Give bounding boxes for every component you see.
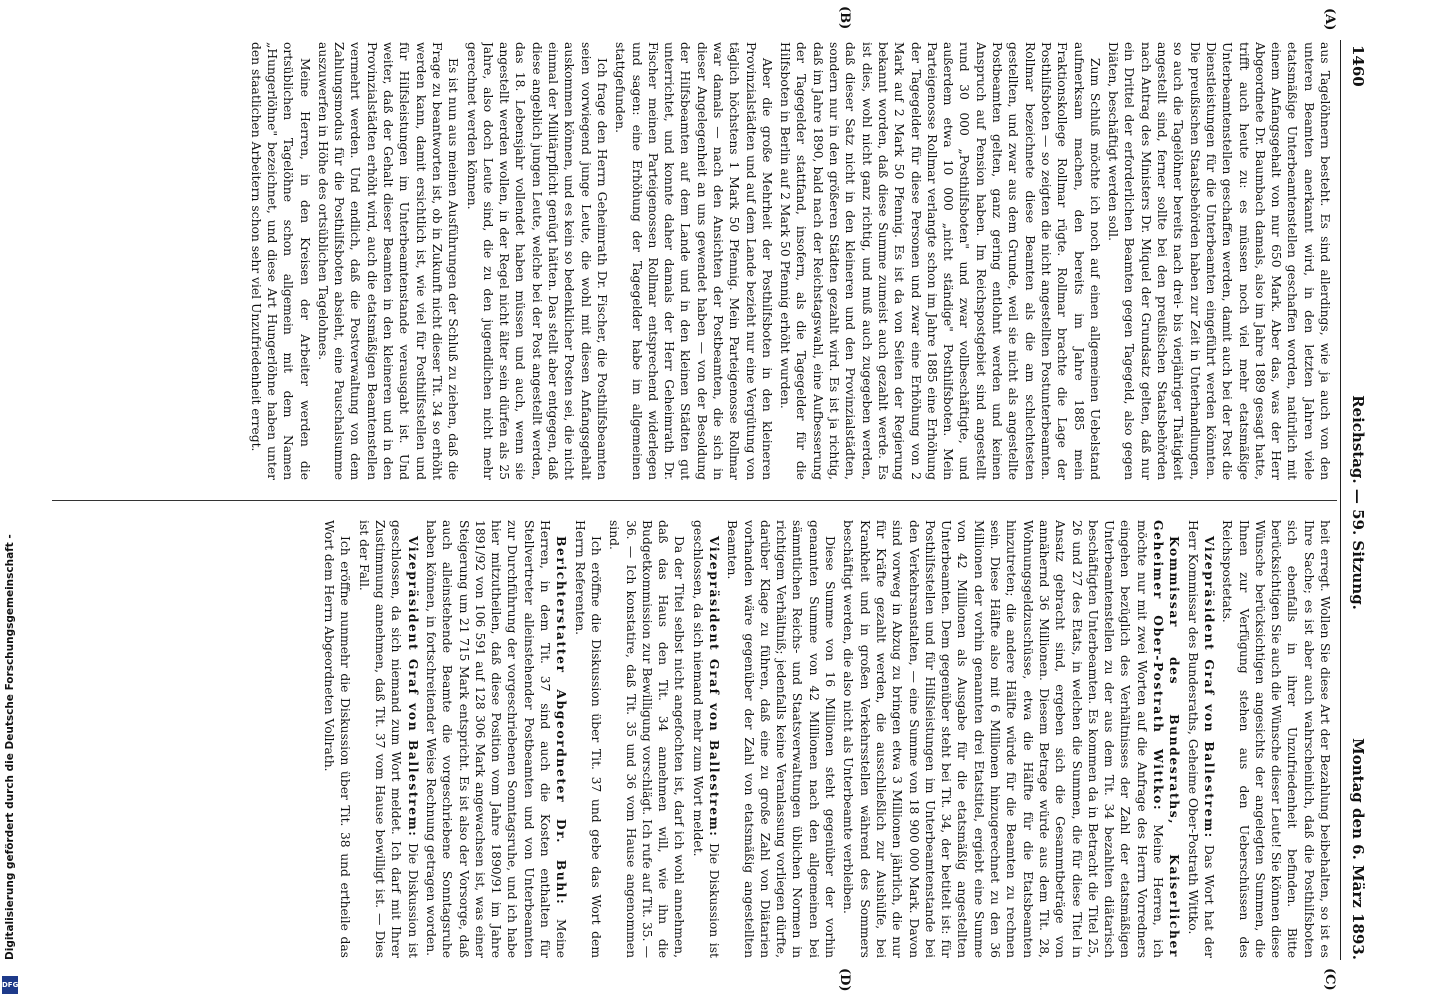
paragraph: Ich frage den Herrn Geheimrath Dr. Fischer, die Posthilfsbeamten seien vorwiegend junge Leute, die wohl mit diesen Anfangsgehalt auskommen können, und es kein so bedenklicher Posten sei, die nicht einmal der Militärpflicht genügt hätten. Das stellt aber entgegen, daß diese angeblich jungen Leute, welche bei der Post angestellt werden, das 18. Lebensjahr vollendet haben müssen und auch, wenn sie angestellt werden wollen, in der Regel nicht älter sein dürfen als 25 Jahre, also doch Leute sind, die zu den jugendlichen nicht mehr gerechnet werden können. [464, 42, 609, 480]
paragraph: Aber die große Mehrheit der Posthilfsboten in den kleineren Provinzialstädten und auf dem Lande bezieht nur eine Vergütung von täglich höchstens 1 Mark 50 Pfennig. Mein Parteigenosse Rollmar war damals — nach den Ansichten der Postbeamten, die sich in dieser Angelegenheit an uns gewendet haben — von der Besoldung der Hilfsbeamten auf dem Lande und in den kleinen Städten gut unterrichtet, und konnte daher damals der Herr Geheimrath Dr. Fischer meinen Parteigenossen Rollmar entsprechend widerlegen und sagen: eine Erhöhung der Tagegelder habe im allgemeinen stattgefunden. [613, 42, 774, 480]
speaker-name: Vizepräsident Graf von Ballestrem: [707, 536, 723, 838]
margin-letter-b: (B) [837, 6, 852, 30]
speech-text: Meine Herren, ich möchte nur mit zwei Worten auf die Anfrage des Herrn Vorredners eingehen bezüglich des Verhältnisses der Zahl der etatsmäßigen Unterbeamtenstellen zu der aus dem Tit. 34 bezahlten diätarisch beschäftigten Unterbeamten. Es kommen da in Betracht die Titel 25, 26 und 27 des Etats, in welchen die Summen, die für diese Titel in Ansatz gebracht sind, ergeben sich die Gesammtbeträge von annähernd 36 Millionen. Diesem Betrage würde aus dem Tit. 28, Wohnungsgeldzuschüsse, etwa die Hälfte für die Etatsbeamten hinzutreten; die andere Hälfte würde für die Beamten zu rechnen sein. Diese Hälfte also mit 6 Millionen hinzugerechnet zu den 36 Millionen der vorhin genannten drei Etatstitel, ergiebt eine Summe von 42 Millionen als Ausgabe für die etatsmäßig angestellten Unterbeamten. Dem gegenüber steht bei Tit. 34, der betitelt ist: für Posthilfsstellen und für Hilfsleistungen im Unterbeamtenstande bei den Verkehrsanstalten, — eine Summe von 18 900 000 Mark. Davon sind vorweg in Abzug zu bringen etwa 3 Millionen jährlich, die nur für Kräfte gezahlt werden, die ausschließlich zur Aushülfe, bei Krankheit und in großen Verkehrsstellen während des Sommers beschäftigt werden, die also nicht als Unterbeamte verbleiben. [841, 520, 1166, 958]
speech-text: Ich eröffne die Diskussion über Tit. 37 und gebe das Wort dem Herrn Referenten. [572, 520, 603, 958]
session-date: Montag den 6. März 1893. [1349, 738, 1367, 960]
speaker-name: Vizepräsident Graf von Ballestrem: [1201, 536, 1217, 839]
margin-letter-c: (C) [1322, 968, 1337, 991]
paragraph [689, 520, 722, 958]
page-header [1337, 45, 1367, 960]
paragraph [840, 520, 1182, 958]
paragraph [423, 520, 570, 958]
speech-text: Diese Summe von 16 Millionen steht gegenüber der vorhin genannten Summe von 42 Millionen nach den allgemeinen bei sämmtlichen Reichs- und Staatsverwaltungen üblichen Normen in richtigem Verhältniß; jedenfalls keine Veranlassung vorliegen dürfte, darüber Klage zu führen, daß eine zu große Zahl von Diätarien vorhanden wäre gegenüber der Zahl von etatsmäßig angestellten Beamten. [725, 520, 838, 958]
speech-text: Da der Titel selbst nicht angefochten ist, darf ich wohl annehmen, daß das Haus den Tit. 34 annehmen will, wie ihn die Budgetkommission zur Bewilligung vorschlägt. Ich rufe auf Tit. 35. — 36. — Ich konstatire, daß Tit. 35 und 36 vom Hause angenommen sind. [607, 520, 687, 958]
speech-text: Die Diskussion ist geschlossen, da sich niemand zum Wort meldet. Ich darf mit Ihrer Zustimmung annehmen, daß Tit. 37 vom Hause bewilligt ist. — Dies ist der Fall. [356, 520, 420, 958]
digitization-credit [1, 534, 23, 1000]
column-divider [52, 500, 1337, 501]
speech-text: heit erregt. Wollen Sie diese Art der Bezahlung beibehalten, so ist es Ihre Sache; es ist aber auch wahrscheinlich, daß die Posthilfsboten sich ebenfalls in ihrer Unzufriedenheit befinden. Bitte berücksichtigen Sie auch die Wünsche dieser Leute! Sie können diese Wünsche berücksichtigen angesichts der angelegten Summen, die Ihnen zur Verfügung stehen aus den Ueberschüssen des Reichspostetats. [1220, 520, 1332, 958]
credit-text: Digitalisierung gefördert durch die Deutsche Forschungsgemeinschaft - [4, 534, 16, 960]
running-title: Reichstag. — 59. Sitzung. [1349, 395, 1367, 610]
margin-letter-a: (A) [1322, 8, 1337, 31]
speaker-name: Berichterstatter Abgeordneter Dr. Buhl: [554, 536, 570, 906]
speaker-name: Vizepräsident Graf von Ballestrem: [405, 536, 421, 838]
dfg-logo: DFG [2, 976, 18, 994]
paragraph [724, 520, 838, 958]
margin-letter-d: (D) [837, 968, 852, 992]
left-column [33, 42, 1333, 480]
paragraph [321, 520, 354, 958]
speech-text: Die Diskussion ist geschlossen, da sich niemand mehr zum Wort meldet. [690, 520, 722, 958]
right-column [33, 520, 1333, 958]
paragraph: Meine Herren, in den Kreisen der Arbeiter werden die ortsüblichen Tagelöhne schon allgemein mit dem Namen „Hungerlöhne" bezeichnet, und diese Art Hungerlöhne haben unter den staatlichen Arbeitern schon sehr viel Unzufriedenheit erregt. [248, 42, 312, 480]
speech-text: Meine Herren, in dem Tit. 37 sind auch die Kosten enthalten für Stellvertreter alleinstehender Postbeamten und von Unterbeamten zur Durchführung der vorgeschriebenen Sonntagsruhe, und ich habe hier mitzutheilen, daß diese Position vom Jahre 1890/91 im Jahre 1891/92 von 106 591 auf 128 306 Mark angewachsen ist, was einer Steigerung um 21 715 Mark entspricht. Es ist also der Vorsorge, daß auch alleinstehende Beamte die vorgeschriebene Sonntagsruhe haben können, in fortschreitender Weise Rechnung getragen worden. [423, 520, 569, 958]
paragraph [1219, 520, 1333, 958]
paragraph [355, 520, 420, 958]
header-rule [1340, 40, 1341, 960]
paragraph [571, 520, 604, 958]
paragraph [606, 520, 687, 958]
paragraph [1184, 520, 1217, 958]
page-number: 1460 [1349, 45, 1367, 87]
speech-text: Das Wort hat der Herr Kommissar des Bundesraths, Geheime Ober-Postrath Wittko. [1185, 520, 1216, 958]
paragraph: aus Tagelöhnern besteht. Es sind allerdings, wie ja auch von den unteren Beamten anerkannt wird, in den letzten Jahren viele etatsmäßige Unterbeamtenstellen geschaffen worden, natürlich mit einem Anfangsgehalt von nur 650 Mark. Aber das, was der Herr Abgeordnete Dr. Baumbach damals, also im Jahre 1889 gesagt hatte, trifft auch heute zu: es müssen noch viel mehr etatsmäßige Unterbeamtenstellen geschaffen werden, damit auch bei der Post die Dienstleistungen für die Unterbeamten eingeführt werden könnten. Die preußischen Staatsbehörden haben zur Zeit in Unterhandlungen, so auch die Tagelöhner bereits nach drei- bis vierjähriger Thätigkeit angestellt sind, ferner sollte bei den preußischen Staatsbehörden nach Antrag des Ministers Dr. Miquel der Grundsatz gelten, daß nur ein Drittel der erforderlichen Beamten gegen Tagegeld, also gegen Diäten, beschäftigt werden soll. [1106, 42, 1332, 480]
paragraph: Zum Schluß möchte ich noch auf einen allgemeinen Uebelstand aufmerksam machen, den bereits im Jahre 1885 mein Fraktionskollege Rollmar rügte. Rollmar brachte die Lage der Posthilfsboten — so zeigten die nicht angestellten Postunterbeamten. Rollmar bezeichnete diese Beamten als die am schlechtesten gestellten, und zwar aus dem Grunde, weil sie nicht als angestellte Postbeamten gelten, ganz gering entlohnt werden und keinen Anspruch auf Pension haben. Im Reichspostgebiet sind angestellt rund 30 000 „Posthilfsboten" und zwar vollbeschäftigte, und außerdem etwa 10 000 „nicht ständige" Posthilfsboten. Mein Parteigenosse Rollmar verlangte schon im Jahre 1885 eine Erhöhung der Tagegelder für diese Personen und zwar eine Erhöhung von 2 Mark auf 2 Mark 50 Pfennig. Es ist da von Seiten der Regierung bekannt worden, daß diese Summe zumeist auch gezahlt werde. Es ist dies, wohl nicht ganz richtig, und muß auch zugegeben werden, daß dieser Satz nicht in den kleineren und den Provinzialstädten, sondern nur in den größeren Städten gezahlt wird. Es ist ja richtig, daß im Jahre 1890, bald nach der Reichstagswahl, eine Aufbesserung der Tagegelder stattfand, insofern, als die Tagegelder für die Hilfsboten in Berlin auf 2 Mark 50 Pfennig erhöht wurden. [778, 42, 1102, 480]
paragraph: Es ist nun aus meinen Ausführungen der Schluß zu ziehen, daß die Frage zu beantworten ist, ob in Zukunft nicht dieser Tit. 34 so erhöht werden kann, damit ersichtlich ist, wie viel für Posthilfsstellen und für Hilfsleistungen im Unterbeamtenstande verausgabt ist. Und weiter, daß der Gehalt dieser Beamten in den kleineren und in den Provinzialstädten erhöht wird, auch die etatsmäßigen Beamtenstellen vermehrt werden. Und endlich, daß die Postverwaltung von dem Zahlungsmodus für die Posthilfsboten absieht, eine Pauschalsumme auszuwerfen in Höhe des ortsüblichen Tagelohnes. [315, 42, 461, 480]
speaker-name: Kommissar des Bundesraths, Kaiserlicher Geheimer Ober-Postrath Wittko: [1151, 520, 1183, 958]
speech-text: Ich eröffne nunmehr die Diskussion über Tit. 38 und ertheile das Wort dem Herrn Abgeordneten Vollrath. [322, 520, 353, 958]
